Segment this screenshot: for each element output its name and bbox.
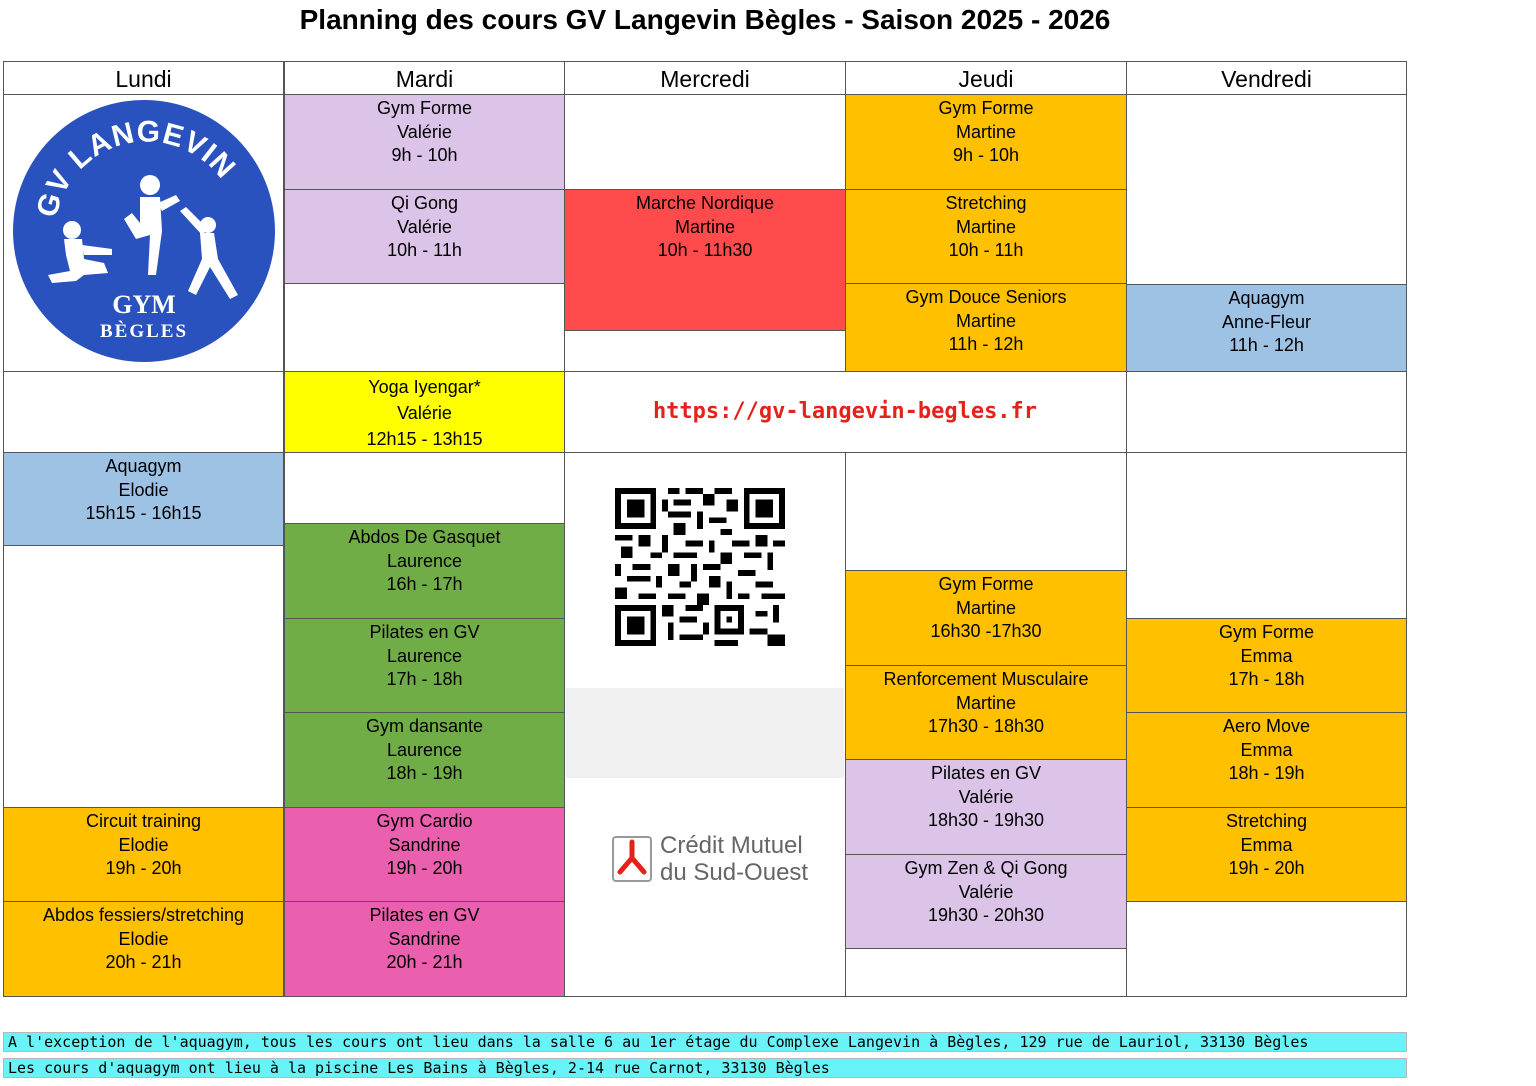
- class-coach: Emma: [1240, 834, 1293, 855]
- class-name: Stretching: [1225, 811, 1308, 831]
- class-coach: Martine: [955, 121, 1017, 142]
- class-name: Pilates en GV: [369, 905, 480, 925]
- day-header-mardi: Mardi: [284, 61, 565, 95]
- qr-code-icon[interactable]: [614, 488, 786, 646]
- class-coach: Valérie: [397, 403, 452, 423]
- class-coach: Laurence: [386, 739, 463, 760]
- footer-note-1: A l'exception de l'aquagym, tous les cours ont lieu dans la salle 6 au 1er étage du Complexe Langevin à Bègles, 129 rue de Lauriol, 33130 Bègles: [3, 1032, 1407, 1052]
- logo-text-mid: GYM: [112, 290, 176, 319]
- class-coach: Elodie: [118, 928, 169, 949]
- class-time: 12h15 - 13h15: [366, 429, 483, 449]
- class-coach: Elodie: [118, 834, 169, 855]
- empty-cell: [564, 330, 846, 372]
- page-title: Planning des cours GV Langevin Bègles - Saison 2025 - 2026: [299, 4, 1111, 35]
- class-cell-jeudi-gym-forme: [845, 94, 1127, 190]
- class-name: Pilates en GV: [369, 622, 480, 642]
- class-time: 19h - 20h: [1228, 858, 1305, 878]
- class-cell-mardi-gym-forme: [284, 94, 565, 190]
- empty-cell: [1126, 94, 1407, 285]
- class-coach: Sandrine: [388, 834, 461, 855]
- class-name: Pilates en GV: [930, 763, 1042, 783]
- class-time: 18h - 19h: [1228, 763, 1305, 783]
- class-time: 15h15 - 16h15: [85, 503, 202, 523]
- empty-cell: [284, 452, 565, 524]
- class-time: 11h - 12h: [948, 334, 1024, 354]
- class-cell-mardi-pilates: [284, 618, 565, 713]
- class-cell-lundi-aquagym: [3, 452, 284, 546]
- empty-cell: [3, 371, 284, 453]
- empty-cell: [564, 94, 846, 190]
- class-time: 9h - 10h: [391, 145, 458, 165]
- club-logo: [12, 99, 276, 363]
- class-cell-jeudi-stretching: [845, 189, 1127, 284]
- sponsor-line-2: du Sud-Ouest: [660, 859, 809, 886]
- day-header-lundi: Lundi: [3, 61, 284, 95]
- empty-cell: [1126, 900, 1407, 997]
- class-name: Gym Forme: [938, 98, 1034, 118]
- logo-text-top: GV LANGEVIN: [30, 115, 242, 221]
- credit-mutuel-icon: [612, 836, 652, 882]
- class-time: 20h - 21h: [105, 952, 182, 972]
- class-coach: Sandrine: [388, 928, 461, 949]
- class-coach: Valérie: [397, 121, 452, 142]
- class-name: Yoga Iyengar*: [368, 377, 481, 397]
- class-coach: Emma: [1240, 645, 1293, 666]
- class-cell-mardi-abdos: [284, 523, 565, 619]
- class-time: 20h - 21h: [386, 952, 463, 972]
- day-header-vendredi: Vendredi: [1126, 61, 1407, 95]
- class-cell-mercredi-marche: [564, 189, 846, 331]
- class-coach: Emma: [1240, 739, 1293, 760]
- website-link[interactable]: https://gv-langevin-begles.fr: [652, 399, 1038, 424]
- sponsor-line-1: Crédit Mutuel: [660, 832, 803, 859]
- class-name: Gym Forme: [938, 574, 1034, 594]
- class-cell-vendredi-aquagym: [1126, 284, 1407, 372]
- class-cell-vendredi-stretching: [1126, 807, 1407, 902]
- class-cell-vendredi-gym-forme: [1126, 618, 1407, 713]
- class-time: 9h - 10h: [952, 145, 1020, 165]
- class-name: Marche Nordique: [635, 193, 775, 213]
- class-time: 16h30 -17h30: [930, 621, 1042, 641]
- day-header-mercredi: Mercredi: [564, 61, 846, 95]
- class-cell-jeudi-pilates: [845, 759, 1127, 855]
- class-coach: Elodie: [118, 479, 169, 500]
- empty-cell: [845, 947, 1127, 997]
- class-cell-mardi-yoga: [284, 371, 565, 453]
- class-name: Gym dansante: [365, 716, 484, 736]
- class-coach: Laurence: [386, 550, 463, 571]
- class-name: Aquagym: [1228, 288, 1305, 308]
- class-name: Aquagym: [105, 456, 182, 476]
- class-name: Gym Forme: [1218, 622, 1314, 642]
- class-coach: Anne-Fleur: [1221, 311, 1312, 332]
- footer-note-2: Les cours d'aquagym ont lieu à la piscine Les Bains à Bègles, 2-14 rue Carnot, 33130 Bègles: [3, 1058, 1407, 1078]
- class-cell-jeudi-gym-forme2: [845, 570, 1127, 666]
- class-coach: Valérie: [958, 786, 1014, 807]
- class-cell-lundi-abdos: [3, 901, 284, 997]
- class-name: Aero Move: [1222, 716, 1311, 736]
- class-cell-mardi-cardio: [284, 807, 565, 902]
- class-time: 17h30 - 18h30: [927, 716, 1045, 736]
- class-name: Gym Zen & Qi Gong: [904, 858, 1068, 878]
- class-time: 18h30 - 19h30: [927, 810, 1045, 830]
- class-cell-jeudi-renfo: [845, 665, 1127, 760]
- class-time: 19h30 - 20h30: [927, 905, 1045, 925]
- class-time: 11h - 12h: [1229, 335, 1304, 355]
- class-time: 18h - 19h: [386, 763, 463, 783]
- day-header-jeudi: Jeudi: [845, 61, 1127, 95]
- class-coach: Laurence: [386, 645, 463, 666]
- empty-cell: [3, 545, 284, 808]
- class-coach: Valérie: [397, 216, 452, 237]
- class-coach: Martine: [955, 310, 1017, 331]
- class-time: 10h - 11h30: [657, 240, 753, 260]
- class-coach: Valérie: [958, 881, 1014, 902]
- class-cell-vendredi-aero: [1126, 712, 1407, 808]
- class-time: 16h - 17h: [386, 574, 463, 594]
- class-cell-mardi-qi-gong: [284, 189, 565, 284]
- class-name: Abdos De Gasquet: [348, 527, 501, 547]
- class-name: Gym Forme: [376, 98, 472, 118]
- class-name: Abdos fessiers/stretching: [42, 905, 245, 925]
- class-coach: Martine: [955, 216, 1017, 237]
- class-cell-mardi-pilates2: [284, 901, 565, 997]
- class-name: Renforcement Musculaire: [883, 669, 1089, 689]
- class-coach: Martine: [674, 216, 736, 237]
- logo-text-bottom: BÈGLES: [99, 321, 189, 342]
- class-coach: Martine: [955, 597, 1017, 618]
- class-cell-mardi-dansante: [284, 712, 565, 808]
- empty-cell: [1126, 452, 1407, 619]
- empty-cell: [1126, 371, 1407, 453]
- class-time: 10h - 11h: [387, 240, 462, 260]
- class-cell-jeudi-douce: [845, 283, 1127, 372]
- sponsor-background: [566, 688, 844, 778]
- class-name: Stretching: [945, 193, 1027, 213]
- empty-cell: [284, 283, 565, 372]
- class-time: 17h - 18h: [386, 669, 463, 689]
- class-name: Gym Cardio: [376, 811, 473, 831]
- class-name: Gym Douce Seniors: [905, 287, 1067, 307]
- sponsor-logo: [610, 832, 830, 888]
- class-time: 19h - 20h: [105, 858, 182, 878]
- class-coach: Martine: [955, 692, 1017, 713]
- class-time: 17h - 18h: [1228, 669, 1305, 689]
- class-name: Qi Gong: [390, 193, 459, 213]
- class-name: Circuit training: [85, 811, 202, 831]
- class-time: 10h - 11h: [948, 240, 1024, 260]
- class-time: 19h - 20h: [386, 858, 463, 878]
- empty-cell: [845, 452, 1127, 572]
- class-cell-jeudi-zen: [845, 854, 1127, 949]
- class-cell-lundi-circuit: [3, 807, 284, 902]
